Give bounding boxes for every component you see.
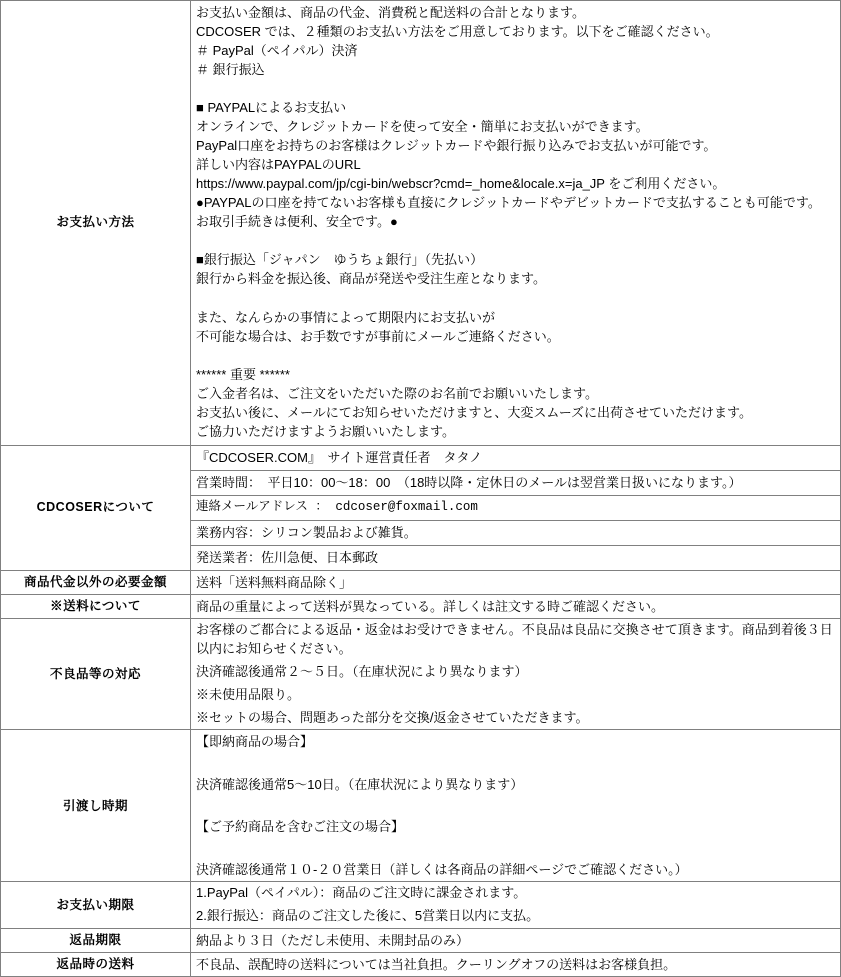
text-line: ＃ PayPal（ペイパル）決済 — [196, 43, 358, 59]
text-line: 1.PayPal（ペイパル）：商品のご注文時に課金されます。 — [196, 885, 527, 901]
text-line: 【ご予約商品を含むご注文の場合】 — [196, 819, 405, 835]
text-line: ＃ 銀行振込 — [196, 62, 265, 78]
row-value-delivery-time — [191, 730, 841, 882]
paypal-url-line[interactable]: https://www.paypal.com/jp/cgi-bin/webscr?cmd=_home&locale.x=ja_JP をご利用ください。 — [196, 176, 726, 192]
text-line: 納品より３日（ただし未使用、未開封品のみ） — [196, 933, 470, 949]
row-label-delivery-time: 引渡し時期 — [1, 730, 191, 882]
text-line: 決済確認後通常5～10日。（在庫状況により異なります） — [196, 776, 524, 792]
text-line: ※未使用品限り。 — [196, 686, 301, 702]
row-value-defective — [191, 619, 841, 730]
text-line-blank — [191, 839, 840, 858]
table-row-shipping-note — [1, 595, 841, 619]
text-line: CDCOSER では、２種類のお支払い方法をご用意しております。以下をご確認ください。 — [196, 24, 719, 40]
text-line: ****** 重要 ****** — [196, 366, 290, 382]
text-line: 決済確認後通常１０-２０営業日（詳しくは各商品の詳細ページでご確認ください。） — [196, 861, 688, 877]
row-label-extra-fees: 商品代金以外の必要金額 — [1, 570, 191, 594]
row-label-return-deadline: 返品期限 — [1, 929, 191, 953]
row-label-defective: 不良品等の対応 — [1, 619, 191, 730]
text-line: ■銀行振込「ジャパン ゆうちょ銀行」（先払い） — [196, 252, 484, 268]
text-line: PayPal口座をお持ちのお客様はクレジットカードや銀行振り込みでお支払いが可能です。 — [196, 138, 717, 154]
text-line: お支払い後に、メールにてお知らせいただけますと、大変スムーズに出荷させていただけます。 — [196, 404, 753, 420]
text-line: 不良品、誤配時の送料については当社負担。クーリングオフの送料はお客様負担。 — [196, 957, 677, 973]
table-row-defective — [1, 619, 841, 730]
text-line-blank — [191, 796, 840, 815]
table-row-return-deadline — [1, 929, 841, 953]
text-line-blank — [191, 754, 840, 773]
row-value-about-cdcoser — [191, 445, 841, 570]
row-value-payment-method — [191, 1, 841, 446]
text-line: 決済確認後通常２～５日。（在庫状況により異なります） — [196, 663, 528, 679]
text-line: オンラインで、クレジットカードを使って安全・簡単にお支払いができます。 — [196, 119, 649, 135]
table-row-payment-deadline — [1, 882, 841, 929]
row-label-payment-deadline: お支払い期限 — [1, 882, 191, 929]
text-line: ご入金者名は、ご注文をいただいた際のお名前でお願いいたします。 — [196, 385, 598, 401]
row-label-payment-method: お支払い方法 — [1, 1, 191, 446]
text-line-blank — [196, 231, 836, 250]
text-line: 詳しい内容はPAYPALのURL — [196, 157, 361, 173]
text-line: ※セットの場合、問題あった部分を交換/返金させていただきます。 — [196, 709, 589, 725]
text-line: お客様のご都合による返品・返金はお受けできません。不良品は良品に交換させて頂きます。商品到着後３日以内にお知らせください。 — [196, 622, 833, 657]
text-line: お支払い金額は、商品の代金、消費税と配送料の合計となります。 — [196, 5, 585, 20]
text-line: 『CDCOSER.COM』 サイト運営責任者 タタノ — [191, 446, 840, 471]
text-line-blank — [196, 288, 836, 307]
text-line: 発送業者：佐川急便、日本郵政 — [196, 549, 379, 565]
table-row-return-shipping — [1, 953, 841, 977]
text-line: 【即納商品の場合】 — [196, 734, 314, 750]
table-row-delivery-time — [1, 730, 841, 882]
text-line: お取引手続きは便利、安全です。● — [196, 214, 398, 230]
text-line: 2.銀行振込：商品のご注文した後に、5営業日以内に支払。 — [196, 908, 540, 924]
table-row-payment-method — [1, 1, 841, 446]
text-line: 銀行から料金を振込後、商品が発送や受注生産となります。 — [196, 271, 546, 287]
row-label-return-shipping: 返品時の送料 — [1, 953, 191, 977]
row-value-payment-deadline — [191, 882, 841, 929]
text-line: 営業時間： 平日10：00～18：00 （18時以降・定休日のメールは翌営業日扱いになります。） — [191, 471, 840, 496]
text-line: ■ PAYPALによるお支払い — [196, 100, 347, 116]
row-label-shipping-note: ※送料について — [1, 595, 191, 619]
text-line: 不可能な場合は、お手数ですが事前にメールご連絡ください。 — [196, 328, 560, 344]
text-line-blank — [196, 346, 836, 365]
row-value-extra-fees — [191, 570, 841, 594]
text-line: ●PAYPALの口座を持てないお客様も直接にクレジットカードやデビットカードで支払することも可能です。 — [196, 195, 821, 211]
row-label-about-cdcoser: CDCOSERについて — [1, 445, 191, 570]
table-row-extra-fees — [1, 570, 841, 594]
row-value-return-deadline — [191, 929, 841, 953]
row-value-return-shipping — [191, 953, 841, 977]
text-line: 商品の重量によって送料が異なっている。詳しくは註文する時ご確認ください。 — [196, 599, 665, 615]
text-line: 送料「送料無料商品除く」 — [196, 574, 353, 590]
row-value-shipping-note — [191, 595, 841, 619]
contact-email-line[interactable]: 連絡メールアドレス ： cdcoser@foxmail.com — [191, 496, 840, 521]
text-line: また、なんらかの事情によって期限内にお支払いが — [196, 309, 496, 325]
table-row-about-cdcoser — [1, 445, 841, 570]
text-line: ご協力いただけますようお願いいたします。 — [196, 423, 455, 439]
text-line-blank — [196, 79, 836, 98]
text-line: 業務内容：シリコン製品および雑貨。 — [191, 521, 840, 546]
